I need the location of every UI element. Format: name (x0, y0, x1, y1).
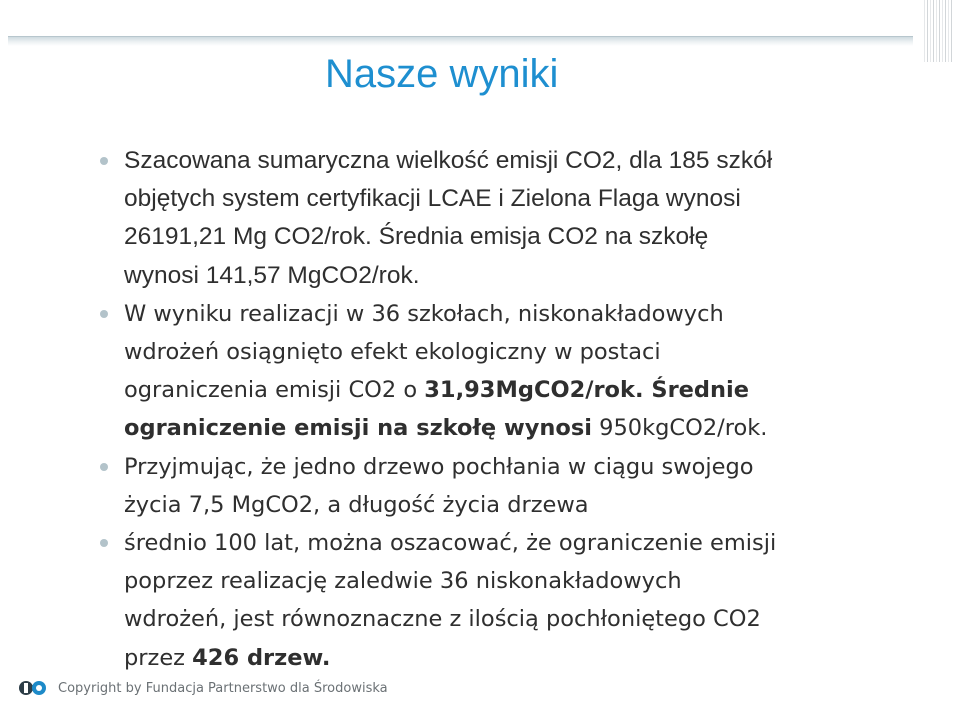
line: 26191,21 Mg CO2/rok. Średnia emisja CO2 na szkołę (124, 223, 709, 251)
foundation-logo-icon (18, 678, 52, 698)
footer (18, 676, 388, 700)
slide-title: Nasze wyniki (325, 52, 559, 96)
copyright-text: Copyright by Fundacja Partnerstwo dla Środowiska (58, 680, 388, 696)
bullet-item-tree (100, 448, 860, 524)
line: Szacowana sumaryczna wielkość emisji CO2, dla 185 szkół (124, 147, 773, 174)
line-bold: ograniczenie emisji na szkołę wynosi (124, 415, 592, 442)
line: wdrożeń osiągnięto efekt ekologiczny w postaci (124, 339, 661, 366)
bullet-item-estimate (100, 524, 860, 677)
line: 950kgCO2/rok. (591, 415, 768, 442)
line: ograniczenia emisji CO2 o (124, 377, 425, 404)
line-bold: 31,93MgCO2/rok. Średnie (424, 377, 750, 404)
line: wdrożeń, jest równoznaczne z ilością pochłoniętego CO2 (124, 606, 761, 633)
bullet-item-reduction (100, 295, 860, 448)
line: wynosi 141,57 MgCO2/rok. (124, 261, 420, 289)
line: średnio 100 lat, można oszacować, że ograniczenie emisji (124, 530, 777, 557)
bullet-dot (100, 310, 108, 318)
line: W wyniku realizacji w 36 szkołach, niskonakładowych (124, 300, 724, 327)
bullet-item-emissions (100, 142, 860, 295)
line: Przyjmując, że jedno drzewo pochłania w ciągu swojego (124, 453, 754, 480)
line-bold: 426 drzew. (192, 644, 331, 671)
bullet-dot (100, 539, 108, 547)
header-rule (8, 36, 913, 46)
bullet-dot (100, 157, 108, 165)
line: poprzez realizację zaledwie 36 niskonakładowych (124, 568, 682, 595)
line: przez (124, 644, 193, 671)
bullet-dot (100, 463, 108, 471)
line: życia 7,5 MgCO2, a długość życia drzewa (124, 491, 589, 518)
bullet-list (100, 142, 860, 677)
decorative-stripes (924, 0, 954, 62)
line: objętych system certyfikacji LCAE i Zielona Flaga wynosi (124, 185, 741, 213)
